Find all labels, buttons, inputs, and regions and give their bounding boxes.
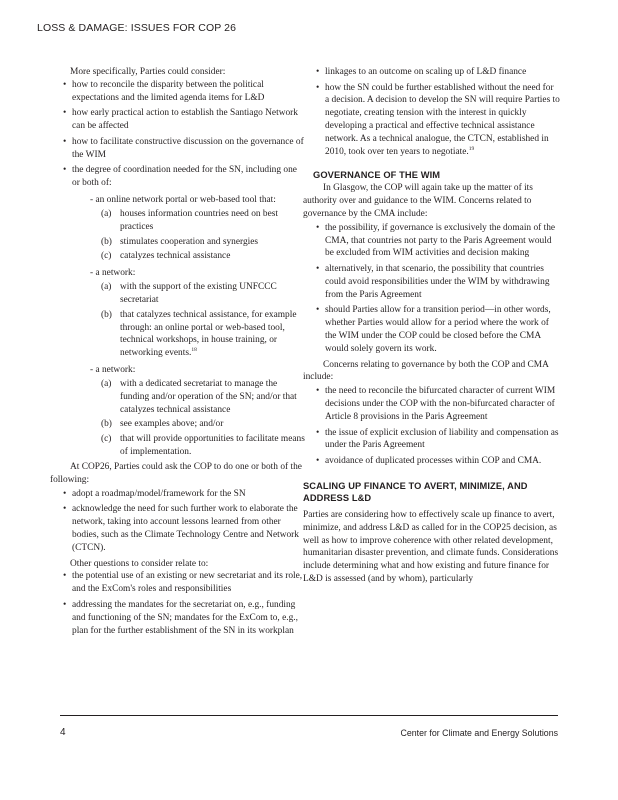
item-label: (b) (101, 309, 112, 320)
concerns-list (313, 385, 560, 468)
list-item: • alternatively, in that scenario, the possibility that countries could avoid responsibilities under the WIM by withdrawing from the Paris Agreement (313, 263, 560, 302)
list-item: • acknowledge the need for such further work to elaborate the network, taking into account lessons learned from other bodies, such as the Climate Technology Centre and Network (CTCN). (60, 503, 306, 554)
item-label: (a) (101, 208, 112, 219)
item-label: (c) (101, 434, 112, 445)
footnote-ref: 19 (468, 145, 475, 152)
list-item: • should Parties allow for a transition period—in other words, whether Parties would allow for a period where the work of the WIM under the COP could be closed before the CMA would solely govern its work. (313, 304, 560, 355)
concerns-paragraph: Concerns relating to governance by both the COP and CMA include: (303, 359, 549, 383)
list-item: • addressing the mandates for the secretariat on, e.g., funding and functioning of the SN; mandates for the ExCom to, e.g., plan for the further establishment of the SN in its workplan (60, 599, 306, 638)
list-item: • avoidance of duplicated processes within COP and CMA. (313, 455, 560, 468)
list-item (101, 250, 306, 263)
list-item: • the issue of explicit exclusion of liability and compensation as under the Paris Agreement (313, 427, 560, 453)
item-text: that catalyzes technical assistance, for example through: an online portal or web-based tool, technical workshops, in house training, or networking events. (120, 309, 297, 359)
list-item: • the degree of coordination needed for the SN, including one or both of: (60, 164, 306, 190)
footnote-ref: 18 (191, 347, 197, 354)
list-item: • how early practical action to establish the Santiago Network can be affected (60, 107, 306, 133)
continued-list (313, 66, 560, 159)
list-item (101, 208, 306, 234)
list-item (101, 236, 306, 249)
portal-list (60, 208, 306, 263)
governance-list (313, 222, 560, 356)
list-item (101, 378, 306, 417)
list-item: • linkages to an outcome on scaling up of L&D finance (313, 66, 560, 79)
item-text: with a dedicated secretariat to manage the funding and/or operation of the SN; and/or that catalyzes technical assistance (120, 378, 297, 415)
network-list (60, 281, 306, 360)
item-text: see examples above; and/or (120, 419, 224, 430)
list-item (101, 418, 306, 431)
list-item (101, 309, 306, 360)
portal-subheading: - an online network portal or web-based tool that: (90, 194, 276, 205)
item-text: with the support of the existing UNFCCC secretariat (120, 282, 277, 305)
governance-heading: GOVERNANCE OF THE WIM (313, 169, 441, 180)
cop26-paragraph: At COP26, Parties could ask the COP to do one or both of the following: (50, 462, 302, 485)
item-label: (a) (101, 282, 112, 293)
item-label: (b) (101, 419, 112, 430)
item-text: catalyzes technical assistance (120, 251, 231, 262)
consider-list (60, 79, 306, 190)
list-item: • adopt a roadmap/model/framework for the SN (60, 488, 306, 501)
list-item (313, 82, 560, 159)
list-item: • the potential use of an existing or new secretariat and its role, and the ExCom's roles and responsibilities (60, 570, 306, 596)
running-header: LOSS & DAMAGE: ISSUES FOR COP 26 (37, 22, 237, 34)
footer-organization: Center for Climate and Energy Solutions (400, 728, 558, 738)
page-number: 4 (60, 727, 66, 738)
network2-subheading: - a network: (90, 365, 136, 376)
footer-divider (60, 715, 558, 716)
item-label: (b) (101, 236, 112, 247)
intro-paragraph: More specifically, Parties could consider: (70, 67, 226, 77)
list-item: • the possibility, if governance is exclusively the domain of the CMA, that countries not party to the Paris Agreement would be excluded from WIM activities and decision making (313, 222, 560, 261)
other-questions-list (60, 570, 306, 637)
item-label: (c) (101, 251, 112, 262)
governance-paragraph: In Glasgow, the COP will again take up the matter of its authority over and guidance to the WIM. Concerns related to governance by the CMA include: (303, 183, 533, 219)
other-questions-paragraph: Other questions to consider relate to: (70, 558, 209, 569)
item-text: stimulates cooperation and synergies (120, 236, 259, 247)
network2-list (60, 378, 306, 459)
item-label: (a) (101, 378, 112, 389)
list-item (101, 433, 306, 459)
list-item: • the need to reconcile the bifurcated character of current WIM decisions under the COP with the non-bifurcated character of Article 8 provisions in the Paris Agreement (313, 385, 560, 424)
item-text: that will provide opportunities to facilitate means of implementation. (120, 434, 305, 458)
right-column (303, 66, 560, 586)
network-subheading: - a network: (90, 268, 136, 279)
finance-heading: SCALING UP FINANCE TO AVERT, MINIMIZE, AND ADDRESS L&D (303, 480, 528, 504)
list-item (101, 281, 306, 307)
cop26-list (60, 488, 306, 555)
finance-paragraph: Parties are considering how to effectively scale up finance to avert, minimize, and address L&D as called for in the COP25 decision, as well as how to improve coherence with other related development, humanitarian disaster prevention, and climate funds. Considerations include determining what and how existing and future finance for L&D is assessed (and by whom), particularly (303, 509, 559, 585)
list-item: • how to facilitate constructive discussion on the governance of the WIM (60, 136, 306, 162)
left-column (50, 66, 306, 640)
item-text: how the SN could be further established without the need for a decision. A decision to develop the SN will require Parties to negotiate, creating tension with the interest in quickly developing a practical and effective technical assistance network. As a technical analogue, the CTCN, established in 2010, took over ten years to negotiate. (325, 82, 560, 157)
item-text: houses information countries need on best practices (120, 208, 279, 232)
list-item: • how to reconcile the disparity between the political expectations and the limited agenda items for L&D (60, 79, 306, 105)
